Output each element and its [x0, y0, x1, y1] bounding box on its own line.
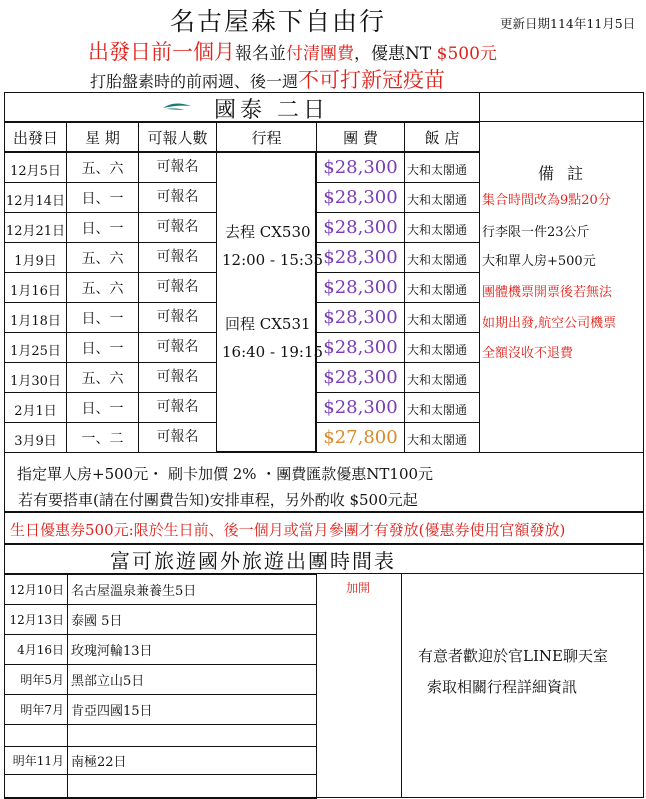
hotel: 大和太閣通: [404, 182, 480, 213]
tour-price: $28,300: [316, 332, 405, 363]
schedule-tour-name: 黑部立山5日: [67, 664, 317, 695]
schedule-date: 4月16日: [4, 634, 68, 665]
weekday: 日、一: [66, 182, 139, 213]
schedule-tour-name: [67, 724, 317, 747]
departure-date: 12月14日: [4, 182, 67, 213]
availability: 可報名: [138, 272, 217, 303]
hotel: 大和太閣通: [404, 332, 480, 363]
tour-price: $28,300: [316, 242, 405, 273]
availability: 可報名: [138, 362, 217, 393]
header-itinerary: 行程: [216, 122, 317, 152]
weekday: 一、二: [66, 422, 139, 453]
departure-date: 1月30日: [4, 362, 67, 393]
tour-price: $28,300: [316, 212, 405, 243]
schedule-date: 明年7月: [4, 694, 68, 725]
schedule-tour-name: 玫瑰河輪13日: [67, 634, 317, 665]
vaccine-warning-emphasis: 不可打新冠疫苗: [298, 68, 446, 92]
contact-line-2: 索取相關行程詳細資訊: [427, 678, 578, 696]
promo-line: [88, 36, 497, 66]
availability: 可報名: [138, 422, 217, 453]
schedule-date: 明年11月: [4, 746, 68, 775]
hotel: 大和太閣通: [404, 362, 480, 393]
schedule-tour-name: 肯亞四國15日: [67, 694, 317, 725]
header-availability: 可報人數: [138, 122, 217, 152]
availability: 可報名: [138, 182, 217, 213]
update-date: 更新日期114年11月5日: [500, 16, 636, 31]
cathay-wing-icon: [162, 99, 192, 113]
availability: 可報名: [138, 332, 217, 363]
departure-date: 1月9日: [4, 242, 67, 273]
schedule-tour-name: 名古屋溫泉兼養生5日: [67, 574, 317, 605]
airline-name: 國泰 二日: [214, 98, 329, 123]
schedule-flag-column: [316, 574, 402, 798]
extra-departure-flag: 加開: [346, 581, 371, 595]
availability: 可報名: [138, 242, 217, 273]
note-meeting-time: 集合時間改為9點20分: [482, 193, 611, 208]
note-single-room: 大和單人房+500元: [482, 254, 596, 269]
availability: 可報名: [138, 302, 217, 333]
tour-price: $27,800: [316, 422, 405, 453]
surcharge-line-1: 指定單人房+500元・ 刷卡加價 2% ・團費匯款優惠NT100元: [17, 465, 434, 483]
schedule-tour-name: 南極22日: [67, 746, 317, 775]
availability: 可報名: [138, 392, 217, 423]
hotel: 大和太閣通: [404, 422, 480, 453]
note-ticket-1: 團體機票開票後若無法: [482, 285, 613, 300]
weekday: 五、六: [66, 242, 139, 273]
itinerary-cell: [216, 152, 324, 452]
promo-pay: 付清團費: [286, 44, 354, 64]
availability: 可報名: [138, 152, 217, 183]
tour-price: $28,300: [316, 272, 405, 303]
note-luggage: 行李限一件23公斤: [482, 225, 590, 240]
promo-text: 報名並: [235, 44, 286, 64]
departure-date: 12月5日: [4, 152, 67, 183]
tour-price: $28,300: [316, 392, 405, 423]
header-price: 團 費: [316, 122, 405, 152]
hotel: 大和太閣通: [404, 392, 480, 423]
hotel: 大和太閣通: [404, 272, 480, 303]
weekday: 五、六: [66, 362, 139, 393]
return-flight: 回程 CX531: [225, 315, 311, 333]
hotel: 大和太閣通: [404, 212, 480, 243]
birthday-coupon: 生日優惠券500元:限於生日前、後一個月或當月參團才有發放(優惠券使用官額發放): [10, 521, 566, 539]
hotel: 大和太閣通: [404, 242, 480, 273]
header-weekday: 星 期: [66, 122, 139, 152]
outbound-time: 12:00 - 15:35: [222, 251, 324, 269]
note-ticket-3: 全額沒收不退費: [482, 346, 574, 361]
schedule-date: 明年5月: [4, 664, 68, 695]
vaccine-warning: [90, 64, 445, 94]
tour-price: $28,300: [316, 152, 405, 183]
notes-title: 備 註: [538, 164, 588, 183]
header-hotel: 飯 店: [404, 122, 480, 152]
promo-discount-label: ，優惠NT: [354, 44, 437, 64]
schedule-date: 12月10日: [4, 574, 68, 605]
tour-price: $28,300: [316, 362, 405, 393]
schedule-date: [4, 724, 68, 747]
return-time: 16:40 - 19:15: [222, 343, 324, 361]
hotel: 大和太閣通: [404, 152, 480, 183]
weekday: 五、六: [66, 152, 139, 183]
contact-line-1: 有意者歡迎於官LINE聊天室: [418, 647, 608, 665]
weekday: 日、一: [66, 212, 139, 243]
weekday: 日、一: [66, 332, 139, 363]
schedule-date: [4, 774, 68, 799]
weekday: 日、一: [66, 392, 139, 423]
tour-price: $28,300: [316, 302, 405, 333]
header-departure: 出發日: [4, 122, 67, 152]
departure-date: 1月16日: [4, 272, 67, 303]
vaccine-warning-text: 打胎盤素時的前兩週、後一週: [90, 72, 299, 91]
departure-date: 12月21日: [4, 212, 67, 243]
hotel: 大和太閣通: [404, 302, 480, 333]
note-ticket-2: 如期出發,航空公司機票: [482, 316, 617, 331]
departure-date: 1月18日: [4, 302, 67, 333]
departure-date: 3月9日: [4, 422, 67, 453]
departure-date: 1月25日: [4, 332, 67, 363]
departure-date: 2月1日: [4, 392, 67, 423]
promo-amount: $500元: [436, 44, 497, 64]
surcharge-line-2: 若有要搭車(請在付團費告知)安排車程，另外酌收 $500元起: [18, 491, 418, 509]
weekday: 日、一: [66, 302, 139, 333]
schedule-tour-name: 泰國 5日: [67, 604, 317, 635]
schedule-title: 富可旅遊國外旅遊出團時間表: [110, 549, 396, 573]
page-title: 名古屋森下自由行: [170, 7, 387, 36]
availability: 可報名: [138, 212, 217, 243]
weekday: 五、六: [66, 272, 139, 303]
tour-price: $28,300: [316, 182, 405, 213]
schedule-tour-name: [67, 774, 317, 799]
schedule-date: 12月13日: [4, 604, 68, 635]
outbound-flight: 去程 CX530: [225, 223, 311, 241]
promo-deadline: 出發日前一個月: [88, 40, 235, 64]
airline-bar-right: [479, 92, 644, 122]
